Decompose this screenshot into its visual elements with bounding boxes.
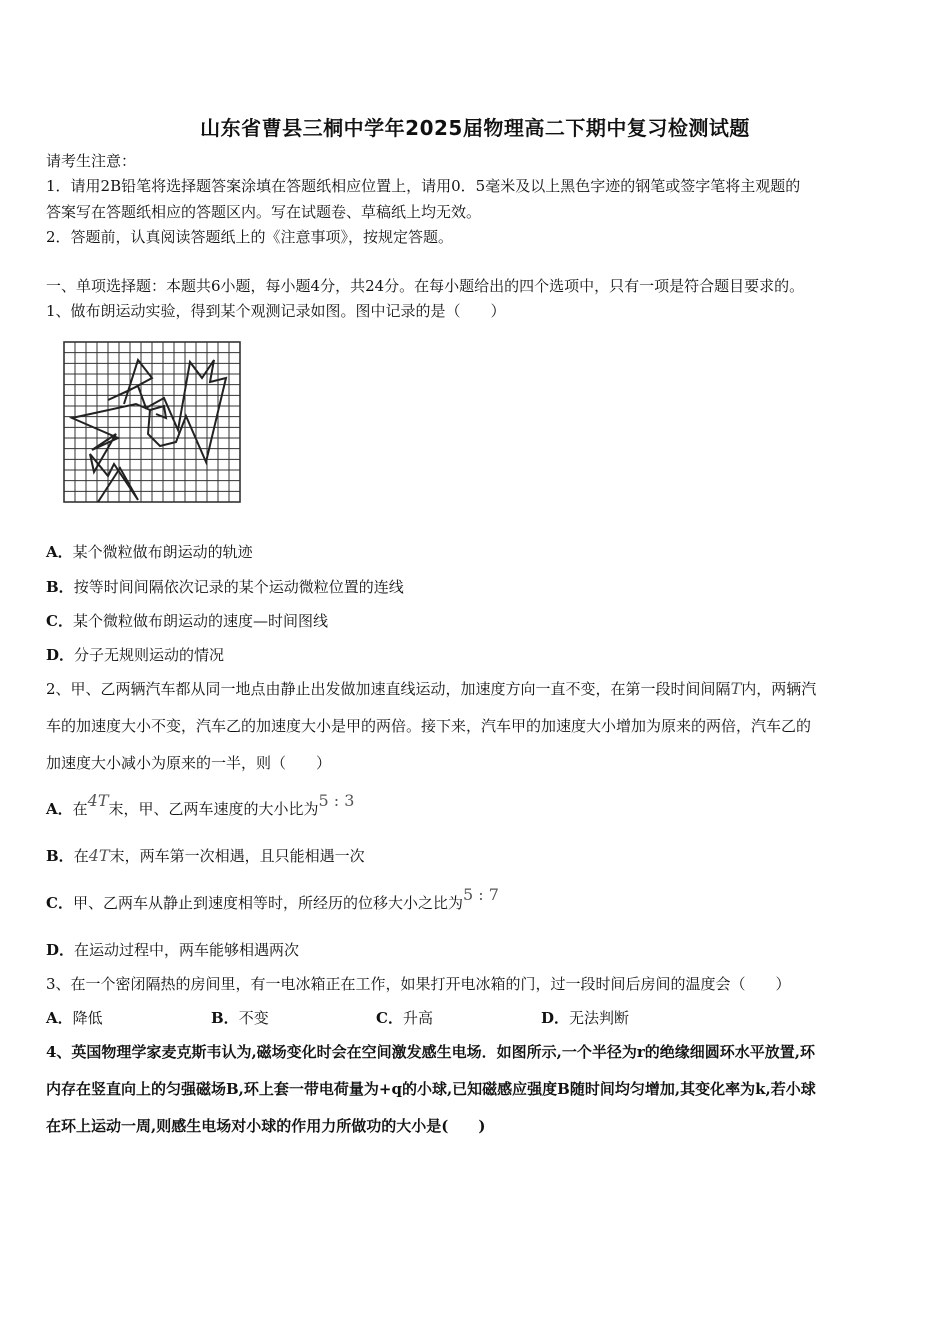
q3-option-c-label: C． xyxy=(376,1009,403,1027)
q1-option-a-label: A． xyxy=(46,543,73,561)
question-2-line-1 xyxy=(46,679,816,699)
q3-option-b[interactable] xyxy=(211,1008,269,1028)
q3-option-b-label: B． xyxy=(211,1009,239,1027)
q2-line-1a: 2、甲、乙两辆汽车都从同一地点由静止出发做加速直线运动，加速度方向一直不变，在第一段时间间隔 xyxy=(46,680,731,698)
q2-option-b-pre: 在 xyxy=(73,847,89,865)
question-4-line-2: 内存在竖直向上的匀强磁场B,环上套一带电荷量为+q的小球,已知磁感应强度B随时间均匀增加,其变化率为k,若小球 xyxy=(46,1080,816,1098)
q1-option-b[interactable] xyxy=(46,577,404,597)
q1-option-d[interactable] xyxy=(46,645,224,665)
q2-option-d-text: 在运动过程中，两车能够相遇两次 xyxy=(74,941,300,959)
q3-option-a-text: 降低 xyxy=(72,1009,103,1027)
q2-option-a-mid: 末，甲、乙两车速度的大小比为 xyxy=(108,800,319,818)
question-2-line-2: 车的加速度大小不变，汽车乙的加速度大小是甲的两倍。接下来，汽车甲的加速度大小增加为原来的两倍，汽车乙的 xyxy=(46,717,812,735)
q2-option-b-label: B． xyxy=(46,847,74,865)
q2-option-a-math-2: 5 : 3 xyxy=(318,791,355,810)
q1-option-a[interactable] xyxy=(46,542,253,562)
q2-option-a-math-1: 4T xyxy=(87,791,109,810)
q2-option-a-label: A． xyxy=(46,800,73,818)
q3-option-d-text: 无法判断 xyxy=(569,1009,630,1027)
brownian-motion-figure xyxy=(60,338,244,506)
q1-option-c-text: 某个微粒做布朗运动的速度—时间图线 xyxy=(72,612,328,630)
q1-option-c-label: C． xyxy=(46,612,73,630)
notice-item-1-line-1: 1．请用2B铅笔将选择题答案涂填在答题纸相应位置上，请用0．5毫米及以上黑色字迹的钢笔或签字笔将主观题的 xyxy=(46,177,801,195)
page-title: 山东省曹县三桐中学年2025届物理高二下期中复习检测试题 xyxy=(200,116,750,140)
q3-option-c[interactable] xyxy=(376,1008,433,1028)
q2-option-a-pre: 在 xyxy=(72,800,88,818)
question-2-line-3: 加速度大小减小为原来的一半，则（ ） xyxy=(46,754,332,772)
q2-option-d-label: D． xyxy=(46,941,75,959)
q2-math-t: T xyxy=(730,679,742,698)
q3-option-a[interactable] xyxy=(46,1008,103,1028)
q3-option-d-label: D． xyxy=(541,1009,570,1027)
q2-option-b[interactable] xyxy=(46,846,365,866)
q2-option-c-label: C． xyxy=(46,894,73,912)
q3-option-b-text: 不变 xyxy=(238,1009,269,1027)
q2-option-d[interactable] xyxy=(46,940,299,960)
notice-item-1-line-2: 答案写在答题纸相应的答题区内。写在试题卷、草稿纸上均无效。 xyxy=(46,203,482,221)
q1-option-d-label: D． xyxy=(46,646,75,664)
q3-option-c-text: 升高 xyxy=(402,1009,433,1027)
q3-option-d[interactable] xyxy=(541,1008,629,1028)
q1-option-d-text: 分子无规则运动的情况 xyxy=(74,646,225,664)
q2-option-c-pre: 甲、乙两车从静止到速度相等时，所经历的位移大小之比为 xyxy=(72,894,463,912)
q1-option-b-label: B． xyxy=(46,578,74,596)
q2-option-c-math-1: 5 : 7 xyxy=(462,885,499,904)
notice-item-2: 2．答题前，认真阅读答题纸上的《注意事项》，按规定答题。 xyxy=(46,228,454,246)
question-4-line-3: 在环上运动一周,则感生电场对小球的作用力所做功的大小是( ) xyxy=(46,1117,486,1135)
q2-option-b-mid: 末，两车第一次相遇，且只能相遇一次 xyxy=(109,847,365,865)
question-1-stem: 1、做布朗运动实验，得到某个观测记录如图。图中记录的是（ ） xyxy=(46,302,506,320)
q2-option-b-math-1: 4T xyxy=(88,846,110,865)
q2-option-c[interactable] xyxy=(46,885,499,913)
q2-line-1b: 内，两辆汽 xyxy=(741,680,817,698)
q2-option-a[interactable] xyxy=(46,791,355,819)
q3-option-a-label: A． xyxy=(46,1009,73,1027)
q1-option-c[interactable] xyxy=(46,611,328,631)
section-1-heading: 一、单项选择题：本题共6小题，每小题4分，共24分。在每小题给出的四个选项中，只有一项是符合题目要求的。 xyxy=(46,277,805,295)
question-3-stem: 3、在一个密闭隔热的房间里，有一电冰箱正在工作，如果打开电冰箱的门，过一段时间后房间的温度会（ ） xyxy=(46,975,791,993)
q1-option-b-text: 按等时间间隔依次记录的某个运动微粒位置的连线 xyxy=(73,578,404,596)
question-4-line-1: 4、英国物理学家麦克斯韦认为,磁场变化时会在空间激发感生电场．如图所示,一个半径为r的绝缘细圆环水平放置,环 xyxy=(46,1043,816,1061)
q1-option-a-text: 某个微粒做布朗运动的轨迹 xyxy=(72,543,253,561)
notice-heading: 请考生注意： xyxy=(46,152,137,170)
